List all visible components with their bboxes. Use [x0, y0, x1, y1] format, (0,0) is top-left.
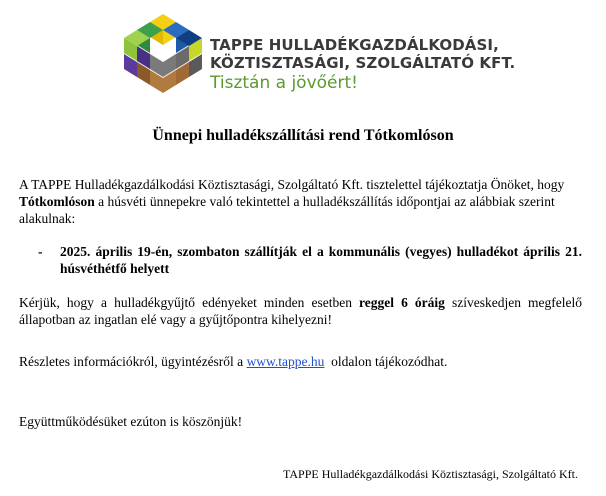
company-name-line2: KÖZTISZTASÁGI, SZOLGÁLTATÓ KFT.	[210, 54, 516, 72]
tappe-logo	[124, 14, 202, 94]
schedule-bullet	[38, 243, 582, 277]
bullet-dash: -	[38, 244, 43, 259]
website-link[interactable]: www.tappe.hu	[246, 354, 325, 369]
intro-paragraph: A TAPPE Hulladékgazdálkodási Köztisztasági, Szolgáltató Kft. tisztelettel tájékoztatja Önöket, hogy Tótkomlóson a húsvéti ünnepekre való tekintettel a hulladékszállítás időpontjai az alábbiak szerint alakulnak:	[19, 177, 565, 226]
page-title: Ünnepi hulladékszállítási rend Tótkomlóson	[152, 127, 454, 144]
place-name: Tótkomlóson	[19, 194, 95, 209]
company-header	[210, 36, 515, 93]
thanks-text: Együttműködésüket ezúton is köszönjük!	[19, 414, 243, 429]
request-paragraph: Kérjük, hogy a hulladékgyűjtő edényeket minden esetben reggel 6 óráig szíveskedjen megfelelő állapotban az ingatlan elé vagy a gyűjtőpontra kihelyezni!	[19, 295, 582, 327]
info-paragraph: Részletes információkról, ügyintézésről a www.tappe.hu oldalon tájékozódhat.	[19, 354, 448, 369]
deadline-text: reggel 6 óráig	[359, 295, 445, 310]
slogan: Tisztán a jövőért!	[210, 73, 358, 93]
company-name-line1: TAPPE HULLADÉKGAZDÁLKODÁSI,	[210, 36, 499, 54]
signature: TAPPE Hulladékgazdálkodási Köztisztasági, Szolgáltató Kft.	[283, 467, 578, 481]
bullet-text: 2025. április 19-én, szombaton szállítják el a kommunális (vegyes) hulladékot április 21. húsvéthétfő helyett	[60, 244, 582, 276]
